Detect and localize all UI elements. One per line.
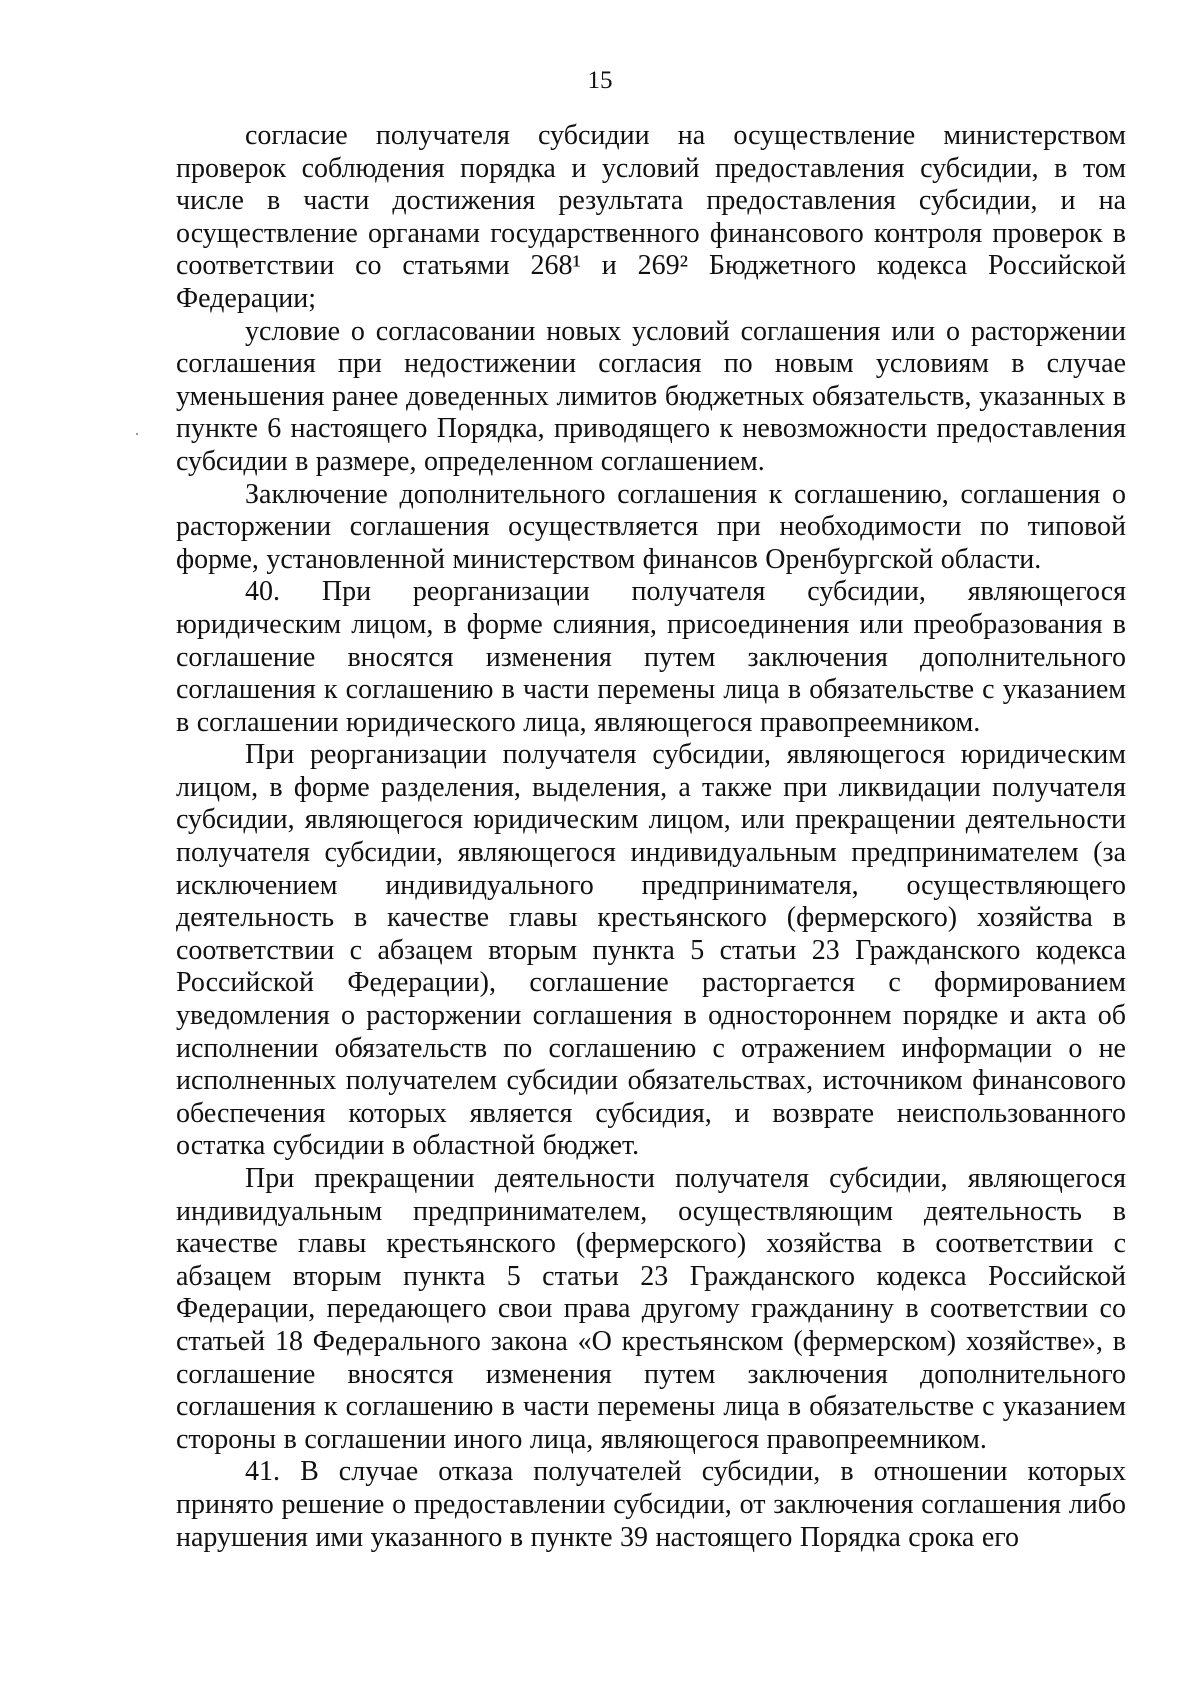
paragraph-agreement-terms-condition: условие о согласовании новых условий соглашения или о расторжении соглашения при недостижении согласия по новым условиям в случае уменьшения ранее доведенных лимитов бюджетных обязательств, указанных в пункте 6 настоящего Порядка, приводящего к невозможности предоставления субсидии в размере, определенном соглашением.: [176, 315, 1126, 477]
scan-speck: [136, 433, 138, 435]
document-body: [176, 120, 1126, 1554]
paragraph-additional-agreement: Заключение дополнительного соглашения к соглашению, соглашения о расторжении соглашения осуществляется при необходимости по типовой форме, установленной министерством финансов Оренбургской области.: [176, 478, 1126, 575]
paragraph-farm-activity-termination: При прекращении деятельности получателя субсидии, являющегося индивидуальным предпринимателем, осуществляющим деятельность в качестве главы крестьянского (фермерского) хозяйства в соответствии с абзацем вторым пункта 5 статьи 23 Гражданского кодекса Российской Федерации, передающего свои права другому гражданину в соответствии со статьей 18 Федерального закона «О крестьянском (фермерском) хозяйстве», в соглашение вносятся изменения путем заключения дополнительного соглашения к соглашению в части перемены лица в обязательстве с указанием стороны в соглашении иного лица, являющегося правопреемником.: [176, 1163, 1126, 1455]
paragraph-item-41: 41. В случае отказа получателей субсидии, в отношении которых принято решение о предоставлении субсидии, от заключения соглашения либо нарушения ими указанного в пункте 39 настоящего Порядка срока его: [176, 1456, 1126, 1553]
page-number: 15: [587, 67, 613, 94]
paragraph-consent-to-inspections: согласие получателя субсидии на осуществление министерством проверок соблюдения порядка и условий предоставления субсидии, в том числе в части достижения результата предоставления субсидии, и на осуществление органами государственного финансового контроля проверок в соответствии со статьями 268¹ и 269² Бюджетного кодекса Российской Федерации;: [176, 120, 1126, 314]
paragraph-item-40: 40. При реорганизации получателя субсидии, являющегося юридическим лицом, в форме слияния, присоединения или преобразования в соглашение вносятся изменения путем заключения дополнительного соглашения к соглашению в части перемены лица в обязательстве с указанием в соглашении юридического лица, являющегося правопреемником.: [176, 576, 1126, 738]
paragraph-reorganization-liquidation: При реорганизации получателя субсидии, являющегося юридическим лицом, в форме разделения, выделения, а также при ликвидации получателя субсидии, являющегося юридическим лицом, или прекращении деятельности получателя субсидии, являющегося индивидуальным предпринимателем (за исключением индивидуального предпринимателя, осуществляющего деятельность в качестве главы крестьянского (фермерского) хозяйства в соответствии с абзацем вторым пункта 5 статьи 23 Гражданского кодекса Российской Федерации), соглашение расторгается с формированием уведомления о расторжении соглашения в одностороннем порядке и акта об исполнении обязательств по соглашению с отражением информации о не исполненных получателем субсидии обязательствах, источником финансового обеспечения которых является субсидия, и возврате неиспользованного остатка субсидии в областной бюджет.: [176, 739, 1126, 1162]
